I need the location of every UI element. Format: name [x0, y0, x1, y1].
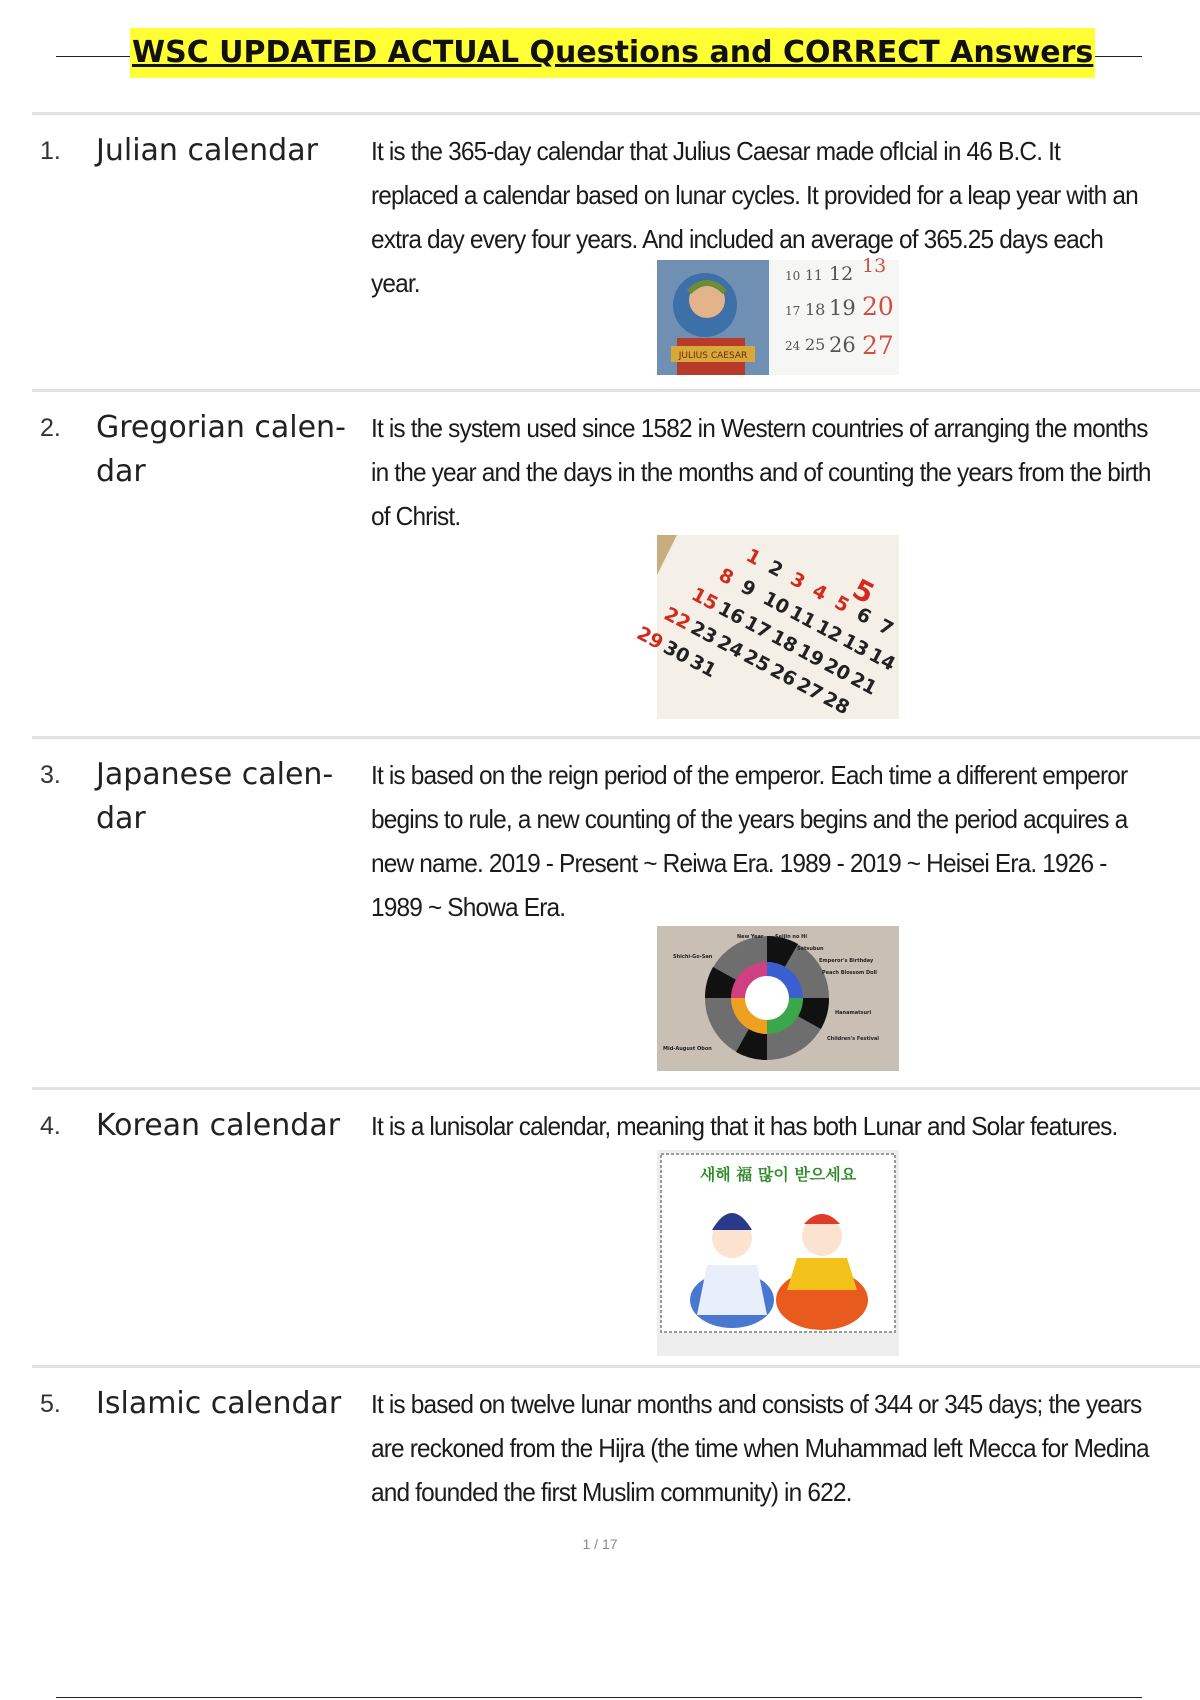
- entry-term: Julian calendar: [96, 133, 318, 168]
- entry-number: 3.: [40, 761, 61, 789]
- svg-text:Mid-August Obon: Mid-August Obon: [663, 1046, 712, 1052]
- entry-definition: It is based on the reign period of the emperor. Each time a different emperor begins to rule, a new counting of the years begins and the period acquires a new name. 2019 - Present ~ Reiwa Era. 1989 - 2019 ~ Heisei Era. 1926 - 1989 ~ Showa Era.: [371, 760, 1128, 922]
- flashcard-entry-gregorian: [32, 389, 1200, 736]
- svg-text:5: 5: [830, 591, 853, 618]
- svg-text:Children's Festival: Children's Festival: [827, 1036, 879, 1042]
- svg-text:20: 20: [820, 653, 854, 686]
- svg-text:4: 4: [808, 579, 831, 606]
- svg-text:6: 6: [852, 603, 875, 629]
- entry-number: 4.: [40, 1112, 61, 1140]
- entry-definition: It is the 365-day calendar that Julius Caesar made ofIcial in 46 B.C. It replaced a calendar based on lunar cycles. It provided for a leap year with an extra day every four years. And included an average of 365.25 days each year.: [371, 136, 1138, 298]
- svg-text:12: 12: [829, 263, 854, 285]
- svg-text:Hanamatsuri: Hanamatsuri: [835, 1010, 872, 1016]
- svg-text:29: 29: [633, 622, 667, 655]
- svg-text:Emperor's Birthday: Emperor's Birthday: [819, 958, 874, 964]
- entry-term: Japanese calen- dar: [96, 757, 334, 836]
- korean-greeting: 새해 福 많이 받으세요: [699, 1165, 857, 1184]
- svg-text:19: 19: [793, 639, 828, 672]
- svg-text:27: 27: [792, 673, 827, 706]
- svg-text:28: 28: [819, 687, 854, 720]
- flashcard-entry-julian: [32, 112, 1200, 389]
- svg-text:25: 25: [739, 645, 774, 677]
- svg-text:Shichi-Go-San: Shichi-Go-San: [673, 954, 713, 960]
- svg-text:13: 13: [838, 629, 873, 662]
- svg-text:9: 9: [737, 575, 760, 602]
- svg-text:Peach Blossom Doll: Peach Blossom Doll: [822, 970, 878, 976]
- svg-text:31: 31: [686, 650, 720, 683]
- footer-rule: [56, 1697, 1142, 1698]
- svg-text:25: 25: [805, 335, 826, 354]
- wall-calendar-image: [633, 535, 899, 720]
- svg-text:11: 11: [785, 601, 820, 634]
- svg-text:15: 15: [687, 583, 722, 616]
- flashcard-list: [32, 112, 1200, 1515]
- svg-text:10: 10: [759, 587, 793, 620]
- caesar-image-label: JULIUS CAESAR: [678, 351, 748, 361]
- entry-term: Gregorian calen- dar: [96, 410, 346, 489]
- svg-text:12: 12: [812, 615, 846, 648]
- svg-text:16: 16: [714, 597, 748, 630]
- svg-text:5: 5: [847, 572, 880, 611]
- entry-definition: It is a lunisolar calendar, meaning that it has both Lunar and Solar features.: [371, 1111, 1118, 1141]
- svg-text:23: 23: [686, 616, 721, 649]
- entry-number: 2.: [40, 414, 61, 442]
- svg-text:1: 1: [742, 544, 765, 571]
- entry-term: Korean calendar: [96, 1108, 341, 1143]
- svg-text:11: 11: [805, 268, 823, 284]
- page-number: 1 / 17: [582, 1536, 618, 1552]
- svg-text:22: 22: [660, 602, 695, 635]
- flashcard-entry-islamic: [32, 1365, 1200, 1515]
- flashcard-entry-korean: [32, 1087, 1200, 1365]
- svg-text:3: 3: [786, 567, 809, 594]
- svg-text:10: 10: [785, 269, 801, 283]
- korean-new-year-image: [657, 1150, 899, 1356]
- japanese-calendar-wheel-image: [657, 926, 899, 1071]
- document-header: [56, 26, 1142, 82]
- entry-term: Islamic calendar: [96, 1386, 342, 1421]
- svg-text:13: 13: [862, 255, 887, 277]
- svg-text:26: 26: [829, 333, 856, 357]
- svg-text:20: 20: [862, 292, 894, 321]
- svg-text:18: 18: [767, 625, 801, 658]
- document-title: WSC UPDATED ACTUAL Questions and CORRECT Answers: [130, 28, 1095, 78]
- svg-text:Seijin no Hi: Seijin no Hi: [775, 934, 808, 940]
- flashcard-entry-japanese: [32, 736, 1200, 1087]
- svg-text:19: 19: [829, 296, 856, 320]
- svg-text:24: 24: [785, 339, 801, 353]
- svg-text:New Year: New Year: [737, 934, 764, 940]
- svg-text:8: 8: [715, 563, 738, 590]
- svg-text:18: 18: [805, 300, 826, 319]
- svg-text:7: 7: [874, 614, 897, 641]
- svg-text:17: 17: [785, 304, 801, 318]
- svg-text:Setsubun: Setsubun: [797, 946, 824, 952]
- svg-text:21: 21: [846, 667, 881, 700]
- svg-text:26: 26: [766, 659, 801, 692]
- svg-text:24: 24: [713, 631, 748, 663]
- entry-number: 1.: [40, 137, 61, 165]
- svg-text:2: 2: [764, 556, 787, 582]
- entry-definition: It is based on twelve lunar months and consists of 344 or 345 days; the years are reckoned from the Hijra (the time when Muhammad left Mecca for Medina and founded the first Muslim community) in 622.: [371, 1389, 1149, 1507]
- svg-text:17: 17: [740, 611, 775, 644]
- svg-text:27: 27: [862, 331, 894, 360]
- julius-caesar-calendar-image: [657, 255, 899, 375]
- entry-definition: It is the system used since 1582 in Western countries of arranging the months in the year and the days in the months and of counting the years from the birth of Christ.: [371, 413, 1151, 531]
- svg-text:30: 30: [659, 636, 694, 669]
- svg-text:14: 14: [865, 643, 899, 676]
- entry-number: 5.: [40, 1390, 61, 1418]
